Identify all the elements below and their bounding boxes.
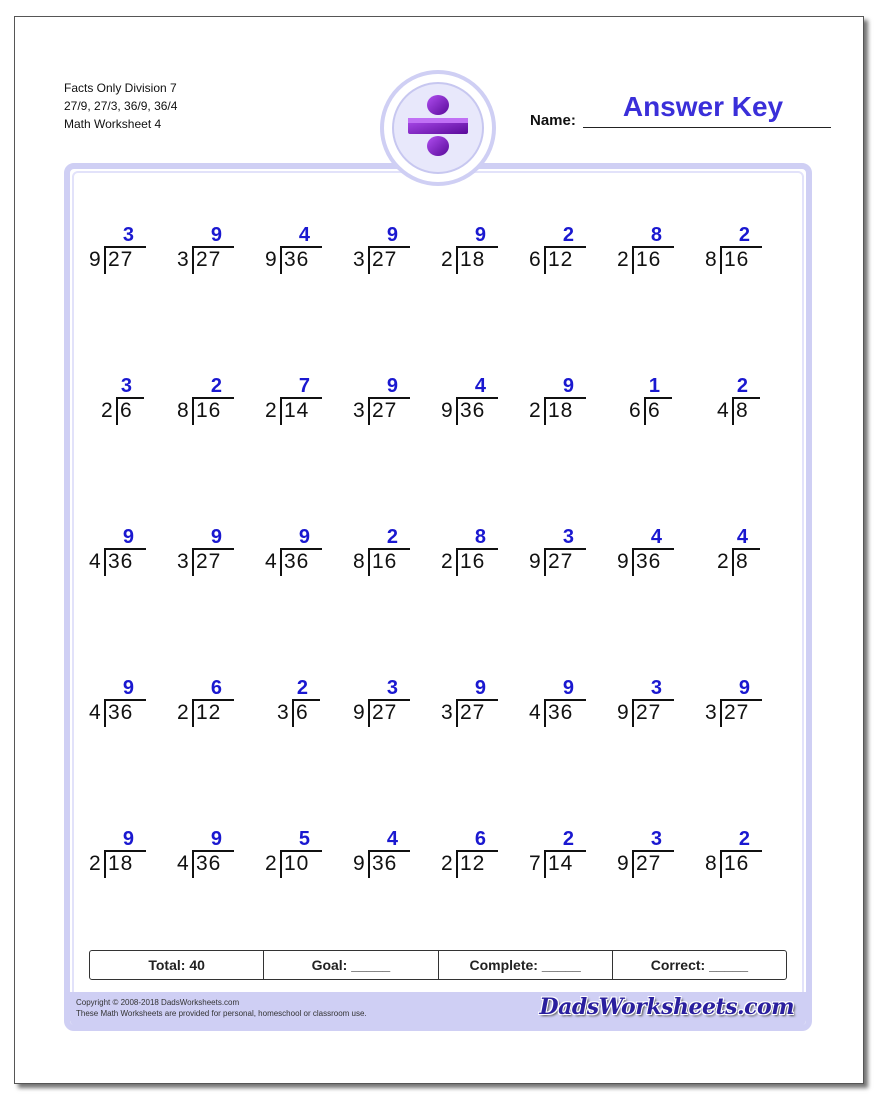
division-problem [702, 526, 766, 576]
dividend: 18 [460, 248, 486, 271]
frame-inner-border [72, 171, 804, 1023]
dividend: 36 [196, 852, 222, 875]
quotient-answer: 6 [210, 677, 222, 699]
dividend: 27 [460, 701, 486, 724]
divisor: 8 [177, 399, 189, 422]
divisor: 4 [89, 701, 101, 724]
quotient-answer: 4 [650, 526, 662, 548]
division-problem [526, 224, 590, 274]
division-problem [614, 526, 678, 576]
dividend: 27 [724, 701, 750, 724]
dividend: 36 [108, 550, 134, 573]
division-problem [614, 224, 678, 274]
quotient-answer: 4 [386, 828, 398, 850]
divisor: 6 [629, 399, 641, 422]
divisor: 3 [177, 550, 189, 573]
dividend: 27 [196, 248, 222, 271]
quotient-answer: 3 [386, 677, 398, 699]
divisor: 8 [353, 550, 365, 573]
division-problem [262, 375, 326, 425]
dividend: 16 [372, 550, 398, 573]
dividend: 12 [548, 248, 574, 271]
divisor: 4 [529, 701, 541, 724]
quotient-answer: 9 [738, 677, 750, 699]
divisor: 9 [353, 701, 365, 724]
division-problem [614, 677, 678, 727]
division-problem [438, 828, 502, 878]
dividend: 16 [724, 248, 750, 271]
division-problem [262, 828, 326, 878]
division-problem [262, 526, 326, 576]
division-problem [350, 677, 414, 727]
divisor: 2 [717, 550, 729, 573]
division-problem [438, 677, 502, 727]
divisor: 8 [705, 852, 717, 875]
goal-cell[interactable]: Goal: _____ [264, 951, 438, 979]
divisor: 9 [441, 399, 453, 422]
answer-key-heading: Answer Key [622, 91, 784, 122]
name-label: Name: [530, 112, 576, 129]
division-problem [86, 677, 150, 727]
quotient-answer: 3 [650, 677, 662, 699]
divisor: 2 [177, 701, 189, 724]
dividend: 27 [108, 248, 134, 271]
worksheet-info [64, 79, 177, 133]
divisor: 3 [177, 248, 189, 271]
quotient-answer: 2 [738, 224, 750, 246]
division-problem [702, 677, 766, 727]
division-problem [174, 526, 238, 576]
worksheet-subtitle: 27/9, 27/3, 36/9, 36/4 [64, 99, 178, 113]
quotient-answer: 3 [122, 224, 134, 246]
quotient-answer: 9 [474, 677, 486, 699]
dividend: 27 [548, 550, 574, 573]
quotient-answer: 2 [738, 828, 750, 850]
division-problem [262, 677, 326, 727]
quotient-answer: 9 [122, 677, 134, 699]
problems-frame [64, 163, 812, 1031]
divisor: 4 [265, 550, 277, 573]
division-problem [702, 224, 766, 274]
quotient-answer: 2 [562, 828, 574, 850]
dividend: 12 [196, 701, 222, 724]
divisor: 2 [265, 852, 277, 875]
quotient-answer: 9 [298, 526, 310, 548]
division-problem [350, 224, 414, 274]
divisor: 2 [265, 399, 277, 422]
dividend: 27 [372, 248, 398, 271]
division-problem [350, 828, 414, 878]
quotient-answer: 9 [210, 224, 222, 246]
quotient-answer: 6 [474, 828, 486, 850]
division-problem [438, 224, 502, 274]
divisor: 2 [89, 852, 101, 875]
division-problem [526, 375, 590, 425]
worksheet-number: Math Worksheet 4 [64, 117, 162, 131]
worksheet-title: Facts Only Division 7 [64, 81, 177, 95]
quotient-answer: 4 [736, 526, 748, 548]
dividend: 6 [296, 701, 309, 724]
brand-logo[interactable]: DadsWorksheets.com [539, 994, 794, 1020]
dividend: 14 [284, 399, 310, 422]
correct-cell[interactable]: Correct: _____ [650, 957, 749, 973]
quotient-answer: 8 [474, 526, 486, 548]
dividend: 27 [372, 701, 398, 724]
dividend: 16 [460, 550, 486, 573]
divisor: 3 [353, 248, 365, 271]
quotient-answer: 4 [474, 375, 486, 397]
dividend: 36 [636, 550, 662, 573]
quotient-answer: 1 [648, 375, 660, 397]
dividend: 18 [548, 399, 574, 422]
division-problem [614, 828, 678, 878]
dividend: 27 [636, 852, 662, 875]
dividend: 16 [196, 399, 222, 422]
quotient-answer: 9 [386, 375, 398, 397]
division-problem [86, 526, 150, 576]
divisor: 9 [353, 852, 365, 875]
quotient-answer: 9 [210, 526, 222, 548]
division-problem [262, 224, 326, 274]
dividend: 16 [636, 248, 662, 271]
divisor: 3 [441, 701, 453, 724]
division-problem [614, 375, 678, 425]
dividend: 14 [548, 852, 574, 875]
dividend: 36 [548, 701, 574, 724]
divisor: 2 [441, 550, 453, 573]
division-problem [526, 526, 590, 576]
quotient-answer: 7 [298, 375, 310, 397]
dividend: 36 [108, 701, 134, 724]
divisor: 2 [617, 248, 629, 271]
division-problem [438, 526, 502, 576]
divisor: 4 [717, 399, 729, 422]
total-cell: Total: 40 [90, 951, 264, 979]
dividend: 27 [636, 701, 662, 724]
division-problem [702, 828, 766, 878]
dividend: 36 [284, 550, 310, 573]
division-problem [526, 828, 590, 878]
quotient-answer: 9 [122, 828, 134, 850]
divisor: 3 [353, 399, 365, 422]
divisor: 3 [277, 701, 289, 724]
quotient-answer: 2 [296, 677, 308, 699]
dividend: 27 [196, 550, 222, 573]
quotient-answer: 4 [298, 224, 310, 246]
division-problem [86, 375, 150, 425]
division-sign-icon [380, 70, 496, 186]
division-problem [526, 677, 590, 727]
division-problem [86, 224, 150, 274]
divisor: 9 [89, 248, 101, 271]
division-problem [702, 375, 766, 425]
dividend: 16 [724, 852, 750, 875]
quotient-answer: 2 [210, 375, 222, 397]
dividend: 6 [648, 399, 661, 422]
dividend: 12 [460, 852, 486, 875]
quotient-answer: 8 [650, 224, 662, 246]
divisor: 4 [177, 852, 189, 875]
divisor: 2 [101, 399, 113, 422]
copyright-line: Copyright © 2008-2018 DadsWorksheets.com [76, 998, 240, 1007]
divisor: 4 [89, 550, 101, 573]
divisor: 9 [617, 550, 629, 573]
divisor: 7 [529, 852, 541, 875]
divisor: 2 [441, 248, 453, 271]
dividend: 36 [460, 399, 486, 422]
division-problem [86, 828, 150, 878]
dividend: 27 [372, 399, 398, 422]
division-problem [350, 375, 414, 425]
division-problem [174, 375, 238, 425]
quotient-answer: 9 [562, 375, 574, 397]
divisor: 9 [617, 701, 629, 724]
divisor: 9 [617, 852, 629, 875]
dividend: 10 [284, 852, 310, 875]
dividend: 8 [736, 399, 749, 422]
footer-band [70, 992, 806, 1026]
division-problem [350, 526, 414, 576]
quotient-answer: 2 [562, 224, 574, 246]
divisor: 2 [529, 399, 541, 422]
divisor: 2 [441, 852, 453, 875]
complete-cell[interactable]: Complete: _____ [439, 951, 613, 979]
score-summary-bar [89, 950, 787, 980]
quotient-answer: 3 [650, 828, 662, 850]
division-problem [174, 224, 238, 274]
dividend: 8 [736, 550, 749, 573]
quotient-answer: 9 [474, 224, 486, 246]
dividend: 36 [372, 852, 398, 875]
quotient-answer: 3 [120, 375, 132, 397]
quotient-answer: 9 [210, 828, 222, 850]
dividend: 6 [120, 399, 133, 422]
division-problem [438, 375, 502, 425]
quotient-answer: 9 [386, 224, 398, 246]
divisor: 3 [705, 701, 717, 724]
quotient-answer: 9 [122, 526, 134, 548]
quotient-answer: 2 [386, 526, 398, 548]
divisor: 9 [265, 248, 277, 271]
divisor: 6 [529, 248, 541, 271]
name-field-line[interactable] [583, 127, 831, 128]
dividend: 18 [108, 852, 134, 875]
quotient-answer: 5 [298, 828, 310, 850]
quotient-answer: 3 [562, 526, 574, 548]
division-logo [380, 70, 496, 186]
divisor: 9 [529, 550, 541, 573]
divisor: 8 [705, 248, 717, 271]
quotient-answer: 9 [562, 677, 574, 699]
quotient-answer: 2 [736, 375, 748, 397]
copyright-text [76, 997, 367, 1019]
division-problem [174, 677, 238, 727]
division-problem [174, 828, 238, 878]
dividend: 36 [284, 248, 310, 271]
usage-notice: These Math Worksheets are provided for personal, homeschool or classroom use. [76, 1009, 367, 1018]
